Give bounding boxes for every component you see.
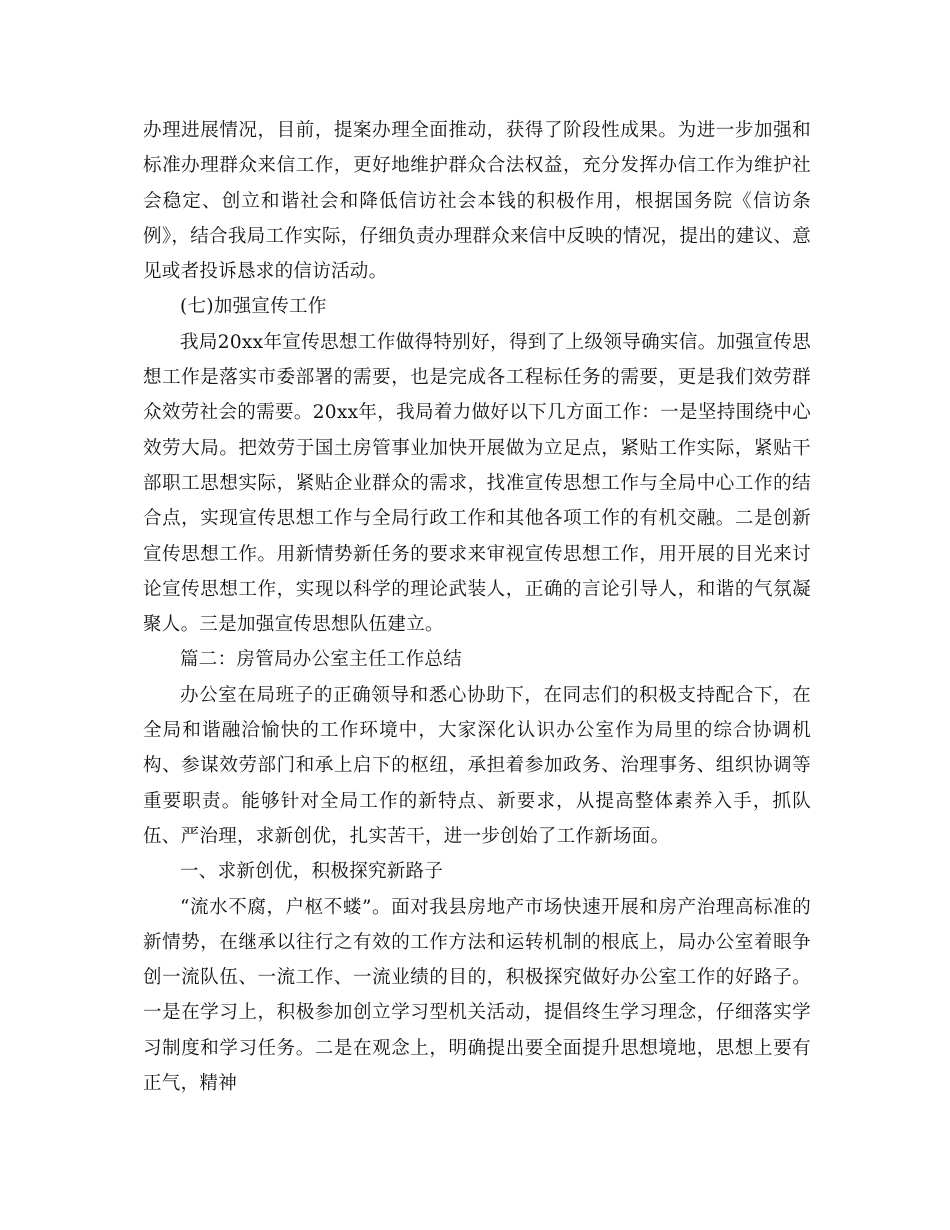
paragraph-publicity: 我局20xx年宣传思想工作做得特别好，得到了上级领导确实信。加强宣传思想工作是落实市委部署的需要，也是完成各工程标任务的需要，更是我们效劳群众效劳社会的需要。20xx年，我局着力做好以下几方面工作：一是坚持围绕中心效劳大局。把效劳于国土房管事业加快开展做为立足点，紧贴工作实际，紧贴干部职工思想实际，紧贴企业群众的需求，找准宣传思想工作与全局中心工作的结合点，实现宣传思想工作与全局行政工作和其他各项工作的有机交融。二是创新宣传思想工作。用新情势新任务的要求来审视宣传思想工作，用开展的目光来讨论宣传思想工作，实现以科学的理论武装人，正确的言论引导人，和谐的气氛凝聚人。三是加强宣传思想队伍建立。 (143, 331, 811, 636)
paragraph-continuation: 办理进展情况，目前，提案办理全面推动，获得了阶段性成果。为进一步加强和标准办理群众来信工作，更好地维护群众合法权益，充分发挥办信工作为维护社会稳定、创立和谐社会和降低信访社会本钱的积极作用，根据国务院《信访条例》，结合我局工作实际，仔细负责办理群众来信中反映的情况，提出的建议、意见或者投诉恳求的信访活动。 (143, 120, 811, 283)
section-heading-publicity: (七)加强宣传工作 (180, 296, 327, 318)
paragraph-innovation: “流水不腐，户枢不蝼”。面对我县房地产市场快速开展和房产治理高标准的新情势，在继承以往行之有效的工作方法和运转机制的根底上，局办公室着眼争创一流队伍、一流工作、一流业绩的目的，积极探究做好办公室工作的好路子。一是在学习上，积极参加创立学习型机关活动，提倡终生学习理念，仔细落实学习制度和学习任务。二是在观念上，明确提出要全面提升思想境地，思想上要有正气，精神 (143, 896, 811, 1095)
paragraph-office-intro: 办公室在局班子的正确领导和悉心协助下，在同志们的积极支持配合下，在全局和谐融洽愉快的工作环境中，大家深化认识办公室作为局里的综合协调机构、参谋效劳部门和承上启下的枢纽，承担着参加政务、治理事务、组织协调等重要职责。能够针对全局工作的新特点、新要求，从提高整体素养入手，抓队伍、严治理，求新创优，扎实苦干，进一步创始了工作新场面。 (143, 684, 811, 847)
chapter-heading-part-two: 篇二：房管局办公室主任工作总结 (180, 649, 463, 671)
section-heading-innovation: 一、求新创优，积极探究新路子 (180, 861, 444, 883)
document-page (143, 113, 811, 1101)
